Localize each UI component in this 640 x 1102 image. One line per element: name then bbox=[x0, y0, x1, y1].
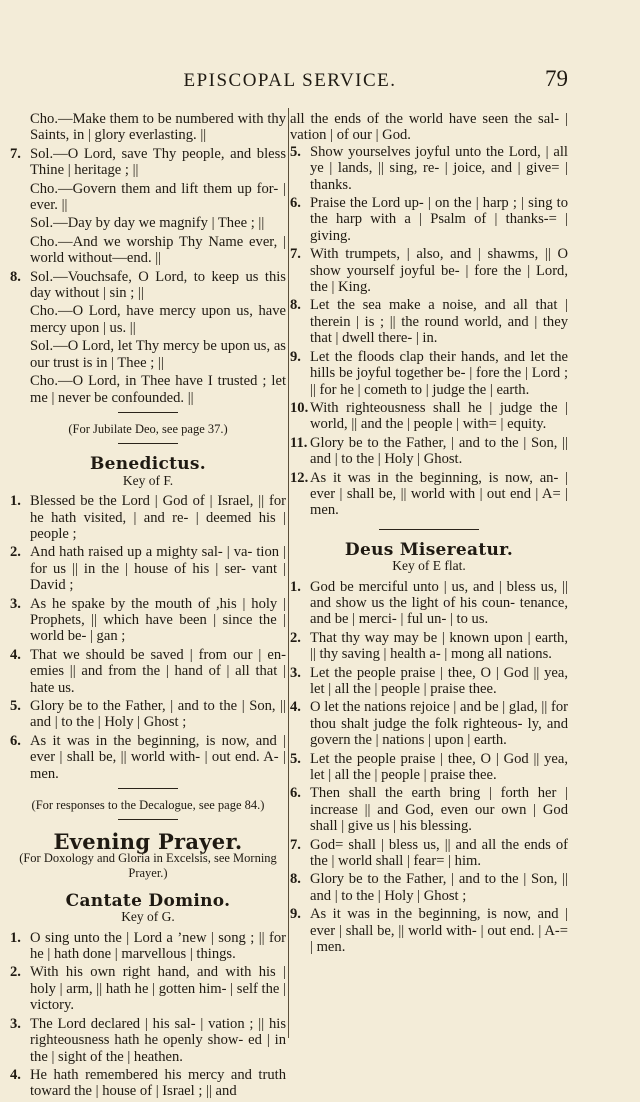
jubilate-note: (For Jubilate Deo, see page 37.) bbox=[68, 421, 228, 436]
benedictus-title: Benedictus. bbox=[89, 454, 207, 475]
verse bbox=[290, 630, 568, 663]
verse-number: 9. bbox=[290, 906, 301, 923]
verse-text: Cho.—Govern them and lift them up for- | ever. || bbox=[30, 180, 286, 214]
verse-number: 1. bbox=[10, 493, 21, 510]
verse-text: As it was in the beginning, is now, and | ever | shall be, || world with- | out end. A- | men. bbox=[30, 732, 286, 782]
verse-number: 6. bbox=[290, 785, 301, 802]
verse bbox=[10, 234, 286, 267]
verse-text: Cho.—O Lord, in Thee have I trusted ; let me | never be confounded. || bbox=[30, 373, 286, 406]
evening-prayer-title: Evening Prayer. bbox=[53, 829, 243, 855]
evening-note: (For Doxology and Gloria in Excelsis, see Morning Prayer.) bbox=[19, 850, 277, 880]
verse-number: 8. bbox=[290, 871, 301, 888]
verse-text: Let the people praise | thee, O | God || yea, let | all the | people | praise thee. bbox=[310, 664, 568, 697]
rule bbox=[118, 819, 178, 820]
verse bbox=[290, 785, 568, 834]
verse-text: Sol.—Vouchsafe, O Lord, to keep us this day without | sin ; || bbox=[30, 268, 286, 302]
verse-text: Sol.—O Lord, save Thy people, and bless Thine | heritage ; || bbox=[30, 145, 286, 179]
verse-text: That we should be saved | from our | en- emies || and from the | hand of | all that | hate us. bbox=[30, 646, 286, 696]
verse-number: 3. bbox=[10, 1015, 21, 1032]
verse-text: The Lord declared | his sal- | vation ; || his righteousness hath he openly show- ed | in the | sight of the | heathen. bbox=[30, 1015, 286, 1065]
verse-number: 4. bbox=[10, 1066, 21, 1083]
verse bbox=[10, 215, 286, 231]
cantate-verses-continued bbox=[290, 144, 568, 519]
running-title: EPISCOPAL SERVICE. bbox=[183, 70, 397, 91]
verse-text: With his own right hand, and with his | holy | arm, || hath he | gotten him- | self the | victory. bbox=[30, 964, 286, 1014]
verse-text: Glory be to the Father, | and to the | Son, || and | to the | Holy | Ghost. bbox=[310, 434, 568, 468]
verse bbox=[10, 647, 286, 696]
verse-text: O sing unto the | Lord a ’new | song ; || for he | hath done | marvellous | things. bbox=[30, 929, 286, 963]
verse bbox=[10, 269, 286, 302]
verse bbox=[10, 596, 286, 645]
verse-text: Cho.—O Lord, have mercy upon us, have mercy upon | us. || bbox=[30, 303, 286, 336]
verse-number: 7. bbox=[290, 836, 301, 853]
verse bbox=[10, 111, 286, 144]
verse-text: He hath remembered his mercy and truth toward the | house of | Israel ; || and bbox=[30, 1066, 286, 1100]
verse bbox=[290, 246, 568, 295]
verse bbox=[10, 698, 286, 731]
verse bbox=[10, 181, 286, 214]
cantate-continuation: all the ends of the world have seen the sal- | vation | of our | God. bbox=[290, 111, 568, 144]
verse bbox=[10, 1016, 286, 1065]
verse bbox=[290, 837, 568, 870]
verse-number: 1. bbox=[290, 578, 301, 595]
verse bbox=[10, 930, 286, 963]
verse bbox=[10, 544, 286, 593]
verse bbox=[290, 871, 568, 904]
verse-number: 8. bbox=[10, 268, 21, 285]
verse bbox=[10, 733, 286, 782]
verse-number: 5. bbox=[290, 143, 301, 160]
verse-text: With righteousness shall he | judge the | world, || and the | people | with= | equity. bbox=[310, 399, 568, 433]
verse-text: Cho.—And we worship Thy Name ever, | world without—end. || bbox=[30, 233, 286, 267]
deus-verses bbox=[290, 579, 568, 956]
verse-text: Let the floods clap their hands, and let the hills be joyful together be- | fore the | Lord ; || for he | cometh to | judge the | earth. bbox=[310, 348, 568, 398]
cantate-key: Key of G. bbox=[121, 909, 175, 925]
verse-text: Let the people praise | thee, O | God || yea, let | all the | people | praise thee. bbox=[310, 750, 568, 784]
verse bbox=[290, 349, 568, 398]
verse-number: 1. bbox=[10, 929, 21, 946]
verse-text: Glory be to the Father, | and to the | Son, || and | to the | Holy | Ghost ; bbox=[310, 871, 568, 904]
te-deum-ending bbox=[10, 111, 286, 406]
verse bbox=[10, 1067, 286, 1100]
verse bbox=[290, 699, 568, 748]
benedictus-key: Key of F. bbox=[122, 472, 174, 488]
verse bbox=[290, 400, 568, 433]
verse bbox=[10, 493, 286, 542]
verse bbox=[290, 751, 568, 784]
verse-number: 4. bbox=[290, 699, 301, 716]
verse-text: O let the nations rejoice | and be | glad, || for thou shalt judge the folk righteous- ly, and govern the | nations | upon | earth. bbox=[310, 699, 568, 749]
rule bbox=[118, 412, 178, 413]
rule bbox=[379, 529, 479, 530]
verse bbox=[290, 665, 568, 698]
rule bbox=[118, 788, 178, 789]
verse-text: Show yourselves joyful unto the Lord, | all ye | lands, || sing, re- | joice, and | give= | thanks. bbox=[310, 143, 568, 193]
verse-number: 2. bbox=[10, 544, 21, 561]
verse-number: 9. bbox=[290, 348, 301, 365]
benedictus-verses bbox=[10, 493, 286, 782]
verse-text: As he spake by the mouth of ,his | holy | Prophets, || which have been | since the | world be- | gan ; bbox=[30, 595, 286, 645]
verse-number: 8. bbox=[290, 297, 301, 314]
verse-text: Sol.—O Lord, let Thy mercy be upon us, as our trust is in | Thee ; || bbox=[30, 338, 286, 371]
verse bbox=[290, 579, 568, 628]
verse-text: Glory be to the Father, | and to the | Son, || and | to the | Holy | Ghost ; bbox=[30, 698, 286, 731]
verse-number: 5. bbox=[10, 698, 21, 714]
rule bbox=[118, 443, 178, 444]
running-head bbox=[0, 66, 640, 96]
verse-text: Let the sea make a noise, and all that | therein | is ; || the round world, and | they that | dwell there- | in. bbox=[310, 297, 568, 347]
verse-number: 7. bbox=[290, 246, 301, 263]
verse-number: 11. bbox=[290, 434, 308, 451]
verse-number: 6. bbox=[290, 195, 301, 212]
verse bbox=[290, 195, 568, 244]
verse-number: 6. bbox=[10, 732, 21, 749]
column-divider bbox=[288, 108, 289, 1038]
verse bbox=[290, 144, 568, 193]
deus-key: Key of E flat. bbox=[392, 558, 466, 574]
verse bbox=[290, 435, 568, 468]
verse bbox=[290, 297, 568, 346]
verse bbox=[10, 373, 286, 406]
verse-text: Cho.—Make them to be numbered with thy Saints, in | glory everlasting. || bbox=[30, 111, 286, 144]
verse-number: 12. bbox=[290, 469, 309, 486]
page-number: 79 bbox=[545, 66, 568, 91]
verse-text: Praise the Lord up- | on the | harp ; | sing to the harp with a | Psalm of | thanks-= | giving. bbox=[310, 195, 568, 244]
verse bbox=[10, 338, 286, 371]
decalogue-note: (For responses to the Decalogue, see page 84.) bbox=[31, 798, 265, 813]
verse bbox=[290, 906, 568, 955]
verse-text: God= shall | bless us, || and all the ends of the | world shall | fear= | him. bbox=[310, 836, 568, 870]
verse-text: And hath raised up a mighty sal- | va- tion | for us || in the | house of his | ser- vant | David ; bbox=[30, 544, 286, 594]
right-column bbox=[290, 111, 568, 958]
cantate-verses bbox=[10, 930, 286, 1100]
verse bbox=[10, 964, 286, 1013]
verse-text: Sol.—Day by day we magnify | Thee ; || bbox=[30, 215, 265, 232]
verse-text: Blessed be the Lord | God of | Israel, || for he hath visited, | and re- | deemed his | people ; bbox=[30, 493, 286, 542]
verse-number: 5. bbox=[290, 750, 301, 767]
verse-number: 4. bbox=[10, 646, 21, 663]
verse-number: 3. bbox=[290, 664, 301, 681]
verse-text: God be merciful unto | us, and | bless us, || and show us the light of his coun- tenance, and be | merci- | ful un- | to us. bbox=[310, 578, 568, 628]
verse-text: As it was in the beginning, is now, an- | ever | shall be, || world with | out end | A= | men. bbox=[310, 469, 568, 519]
verse-text: With trumpets, | also, and | shawms, || O show yourself joyful be- | fore the | Lord, the | King. bbox=[310, 246, 568, 296]
verse bbox=[10, 146, 286, 179]
verse-number: 7. bbox=[10, 145, 21, 162]
cantate-title: Cantate Domino. bbox=[65, 890, 231, 911]
verse-text: That thy way may be | known upon | earth, || thy saving | health a- | mong all nations. bbox=[310, 629, 568, 663]
verse-number: 2. bbox=[10, 964, 21, 981]
left-column bbox=[10, 111, 286, 1102]
verse-number: 3. bbox=[10, 595, 21, 612]
verse bbox=[10, 303, 286, 336]
verse-number: 2. bbox=[290, 629, 301, 646]
verse-text: Then shall the earth bring | forth her | increase || and God, even our own | God shall | give us | his blessing. bbox=[310, 785, 568, 835]
verse-text: As it was in the beginning, is now, and | ever | shall be, || world with- | out end. | A-= | men. bbox=[310, 906, 568, 956]
verse-number: 10. bbox=[290, 399, 309, 416]
verse bbox=[290, 470, 568, 519]
deus-title: Deus Misereatur. bbox=[344, 539, 514, 560]
